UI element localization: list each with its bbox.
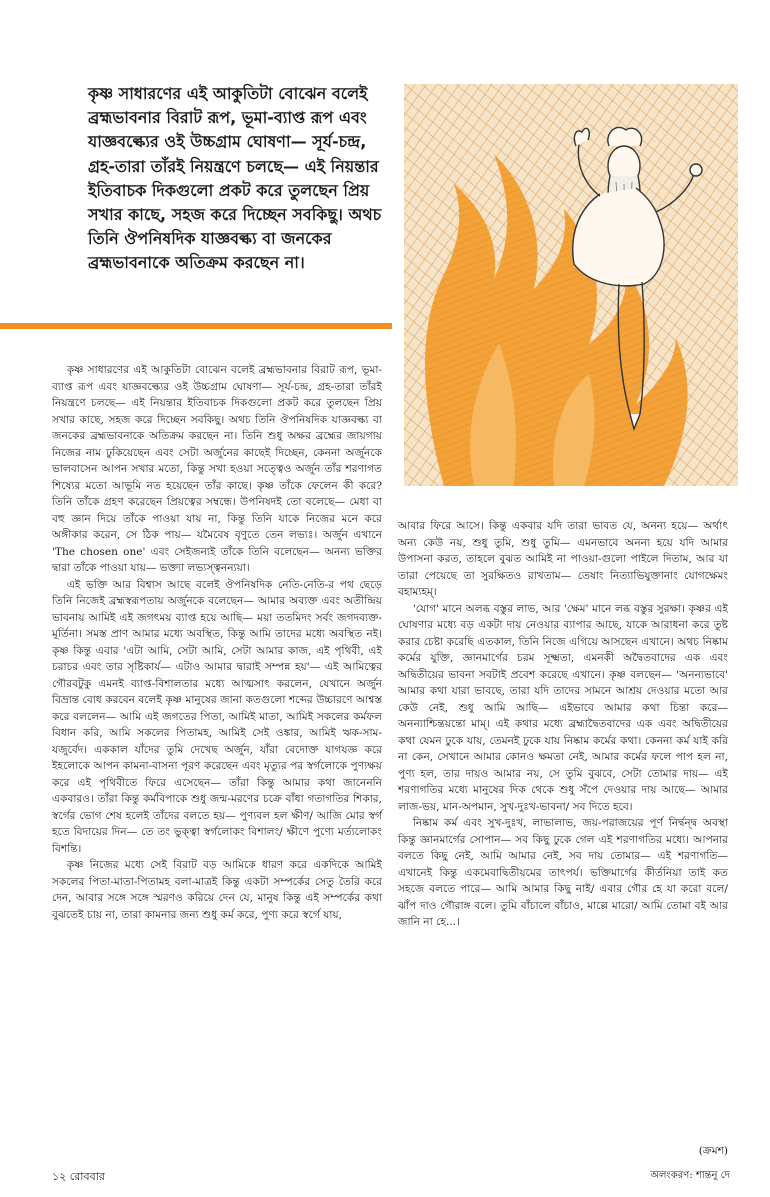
paragraph: কৃষ্ণ সাধারণের এই আকুতিটা বোঝেন বলেই ব্রহ্মভাবনার বিরাট রূপ, ভূমা-ব্যাপ্ত রূপ এবং যাজ্ঞবল্ক্যের ওই উচ্চগ্রাম ঘোষণা— সূর্য-চন্দ্র, গ্রহ-তারা তাঁরই নিয়ন্ত্রণে চলছে— এই নিয়ন্তার ইতিবাচক দিকগুলো প্রকট করে তুলছেন প্রিয় সখার কাছে, সহজ করে দিচ্ছেন সবকিছু। অথচ তিনি ঔপনিষদিক যাজ্ঞবল্ক্য বা জনকের ব্রহ্মভাবনাকে অতিক্রম করছেন না। তিনি শুধু অক্ষর ব্রহ্মের জায়গায় নিজের নাম ঢুকিয়েছেন এবং সেটা অর্জুনের কাছেই দিচ্ছেন, কেননা অর্জুনকে ভালবাসেন আপন সখার মতো, কিন্তু সখা হওয়া সত্ত্বেও অর্জুন তাঁর শরণাগত শিষ্যের মতো আভূমি নত হয়েছেন তাঁর কাছে। কৃষ্ণ তাঁকে ফেলেন কী করে? তিনি তাঁকে গ্রহণ করেছেন প্রিয়ত্বের সম্বন্ধে। উপনিষদই তো বলেছে— মেধা বা বহু জ্ঞান দিয়ে তাঁকে পাওয়া যায় না, কিন্তু তিনি যাকে নিজের মনে করে অঙ্গীকার করেন, সে ঠিক পায়— যমৈবেষ বৃণুতে তেন লভ্যঃ। অর্জুন এখানে 'The chosen one' এবং সেইজন্যই তাঁকে তিনি বলেছেন— অনন্য ভক্তির দ্বারা তাঁকে পাওয়া যায়— ভক্ত্যা লভ্যস্ত্বনন্যয়া। xyxy=(52,364,382,574)
pull-quote-text: কৃষ্ণ সাধারণের এই আকুতিটা বোঝেন বলেই ব্রহ্মভাবনার বিরাট রূপ, ভূমা-ব্যাপ্ত রূপ এবং যাজ্ঞবল্ক্যের ওই উচ্চগ্রাম ঘোষণা— সূর্য-চন্দ্র, গ্রহ-তারা তাঁরই নিয়ন্ত্রণে চলছে— এই নিয়ন্তার ইতিবাচক দিকগুলো প্রকট করে তুলছেন প্রিয় সখার কাছে, সহজ করে দিচ্ছেন সবকিছু। অথচ তিনি ঔপনিষদিক যাজ্ঞবল্ক্য বা জনকের ব্রহ্মভাবনাকে অতিক্রম করছেন না। xyxy=(88,84,382,273)
orange-divider xyxy=(0,323,392,329)
paragraph: আবার ফিরে আসে। কিন্তু একবার যদি তারা ভাবত যে, অনন্য হয়ে— অর্থাৎ অন্য কেউ নয়, শুধু তুমি, শুধু তুমি— এমনভাবে অনন্য হয়ে যদি আমার উপাসনা করত, তাহলে বুঝত আমিই না পাওয়া-গুলো পাইলে দিতাম, আর যা তারা পেয়েছে তা সুরক্ষিতও রাখতাম— তেষাং নিত্যাভিযুক্তানাং যোগক্ষেমং বহাম্যহম্। xyxy=(398,520,728,598)
illustration-svg xyxy=(404,84,738,486)
illustration-credit: অলংকরণ: শান্তনু দে xyxy=(650,1170,730,1181)
paragraph: 'যোগ' মানে অলব্ধ বস্তুর লাভ, আর 'ক্ষেম' মানে লব্ধ বস্তুর সুরক্ষা। কৃষ্ণর এই ঘোষণার মধ্যে বড় একটা দায় নেওয়ার ব্যাপার আছে, যাকে আরাধনা করে তুষ্ট করার চেষ্টা করেছি এতকাল, তিনি নিজে এগিয়ে আসছেন এখানে। অথচ নিষ্কাম কর্মের যুক্তি, জ্ঞানমার্গের চরম সূক্ষ্মতা, এমনকী অদ্বৈতবাদের এক এবং অদ্বিতীয়ের ভাবনা সবটাই প্রবেশ করেছে এখানে। কৃষ্ণ বলছেন— 'অনন্যভাবে' আমার কথা যারা ভাবছে, তারা যদি তাদের সামনে আশ্রয় দেওয়ার মতো আর কেউ নেই, শুধু আমি আছি— এইভাবে আমার কথা চিন্তা করে— অনন্যাশ্চিন্তয়ন্তো মাম্। এই কথার মধ্যে ব্রহ্মাদ্বৈতবাদের এক এবং অদ্বিতীয়ের কথা যেমন ঢুকে যায়, তেমনই ঢুকে যায় নিষ্কাম কর্মের কথা। কেননা কর্ম যাই করি না কেন, সেখানে আমার কোনও ক্ষমতা নেই, আমার কর্মের ফলে পাপ হল না, পুণ্য হল, তার দায়ও আমার নয়, সে তুমি বুঝবে, সেটা তোমার দায়— এই শরণাগতির মধ্যে মানুষের দিক থেকে শুধু সঁপে দেওয়ার দায় আছে— আমার লাজ-ভয়, মান-অপমান, সুখ-দুঃখ-ভাবনা/ সব দিতে হবে। xyxy=(398,602,728,813)
paragraph: নিষ্কাম কর্ম এবং সুখ-দুঃখ, লাভালাভ, জয়-পরাজয়ের পূর্ণ নির্দ্বন্দ্ব অবস্থা কিন্তু জ্ঞানমার্গের সোপান— সব কিছু ঢুকে গেল এই শরণাগতির মধ্যে। আপনার বলতে কিছু নেই, আমি আমার নেই, সব দায় তোমার— এই শরণাগতি— এখানেই কিন্তু একমেবাদ্বিতীয়মের তাৎপর্য। ভক্তিমার্গের কীর্তনিয়া তাই কত সহজে বলতে পারে— আমি আমার কিছু নাই/ এবার গৌর হে যা করো বলে/ ঝাঁপ দাও গৌরাঙ্গ বলে। তুমি বাঁচালে বাঁচাও, মাল্লে মারো/ আমি তোমা বই আর জানি না হে...। xyxy=(398,817,728,928)
article-right-column xyxy=(398,518,728,931)
page-footer: ১২ রোববার xyxy=(52,1170,105,1183)
paragraph: এই ভক্তি আর বিশ্বাস আছে বলেই ঔপনিষদিক নেতি-নেতি-র পথ ছেড়ে তিনি নিজেই ব্রহ্মস্বরূপতায় অর্জুনকে বলেছেন— আমার অব্যক্ত এবং অতীন্দ্রিয় ভাবনায় আমিই এই জগৎময় ব্যাপ্ত হয়ে আছি— ময়া ততমিদং সর্বং জগদব্যক্ত-মূর্তিনা। সমস্ত প্রাণ আমার মধ্যে অবস্থিত, কিন্তু আমি তাদের মধ্যে অবস্থিত নই। কৃষ্ণ কিন্তু এবার 'এটা আমি, সেটা আমি, সেটা আমার কাজ, এই পৃথিবী, এই চরাচর এবং তার সৃষ্টিকার্য— এটাও আমার দ্বারাই সম্পন্ন হয়'— এই আমিত্বের গৌরবটুকু এমনই ব্যাপ্ত-বিশালতার মধ্যে আত্মসাৎ করলেন, যেখানে অর্জুন বিভ্রান্ত বোধ করবেন বলেই কৃষ্ণ মানুষের জানা কতগুলো শব্দের উচ্চারণে আশ্বস্ত করে বললেন— আমি এই জগতের পিতা, আমিই মাতা, আমিই সকলের কর্মফল বিধান করি, আমি সকলের পিতামহ, আমিই সেই ওঙ্কার, আমিই ঋক-সাম-যজুর্বেদ। এককাল যাঁদের তুমি দেখেছ অর্জুন, যাঁরা বেদোক্ত যাগযজ্ঞ করে ইহলোকে আপন কামনা-বাসনা পূরণ করেছেন এবং মৃত্যুর পর স্বর্গলোকে পুণ্যক্ষয় করে এই পৃথিবীতে ফিরে এসেছেন— তাঁরা কিন্তু আমার কথা জানেননি একবারও। তাঁরা কিন্তু কর্মবিপাকে শুধু জন্ম-মরণের চক্রে বাঁধা গতাগতির শিকার, স্বর্গের ভোগ শেষ হলেই তাঁদের বলতে হয়— পুণ্যবল হল ক্ষীণ/ আজি মোর স্বর্গ হতে বিদায়ের দিন— তে তং ভুক্ত্বা স্বর্গলোকং বিশালং/ ক্ষীণে পুণ্যে মর্ত্যলোকং বিশন্তি। xyxy=(52,578,382,855)
serial-note: (ক্রমশ) xyxy=(698,1145,728,1157)
illustration-sage-in-flames xyxy=(404,84,738,486)
paragraph: কৃষ্ণ নিজের মধ্যে সেই বিরাট বড় আমিকে ধারণ করে একদিকে আমিই সকলের পিতা-মাতা-পিতামহ বলা-মাত্রই কিন্তু একটা সম্পর্কের সেতু তৈরি করে দেন, আবার সঙ্গে সঙ্গে স্মরণও করিয়ে দেন যে, মানুষ কিন্তু এই সম্পর্কের কথা বুঝতেই চায় না, তারা কামনার জন্য শুধু কর্ম করে, পুণ্য করে স্বর্গে যায়, xyxy=(52,859,382,921)
article-left-column xyxy=(52,362,382,923)
